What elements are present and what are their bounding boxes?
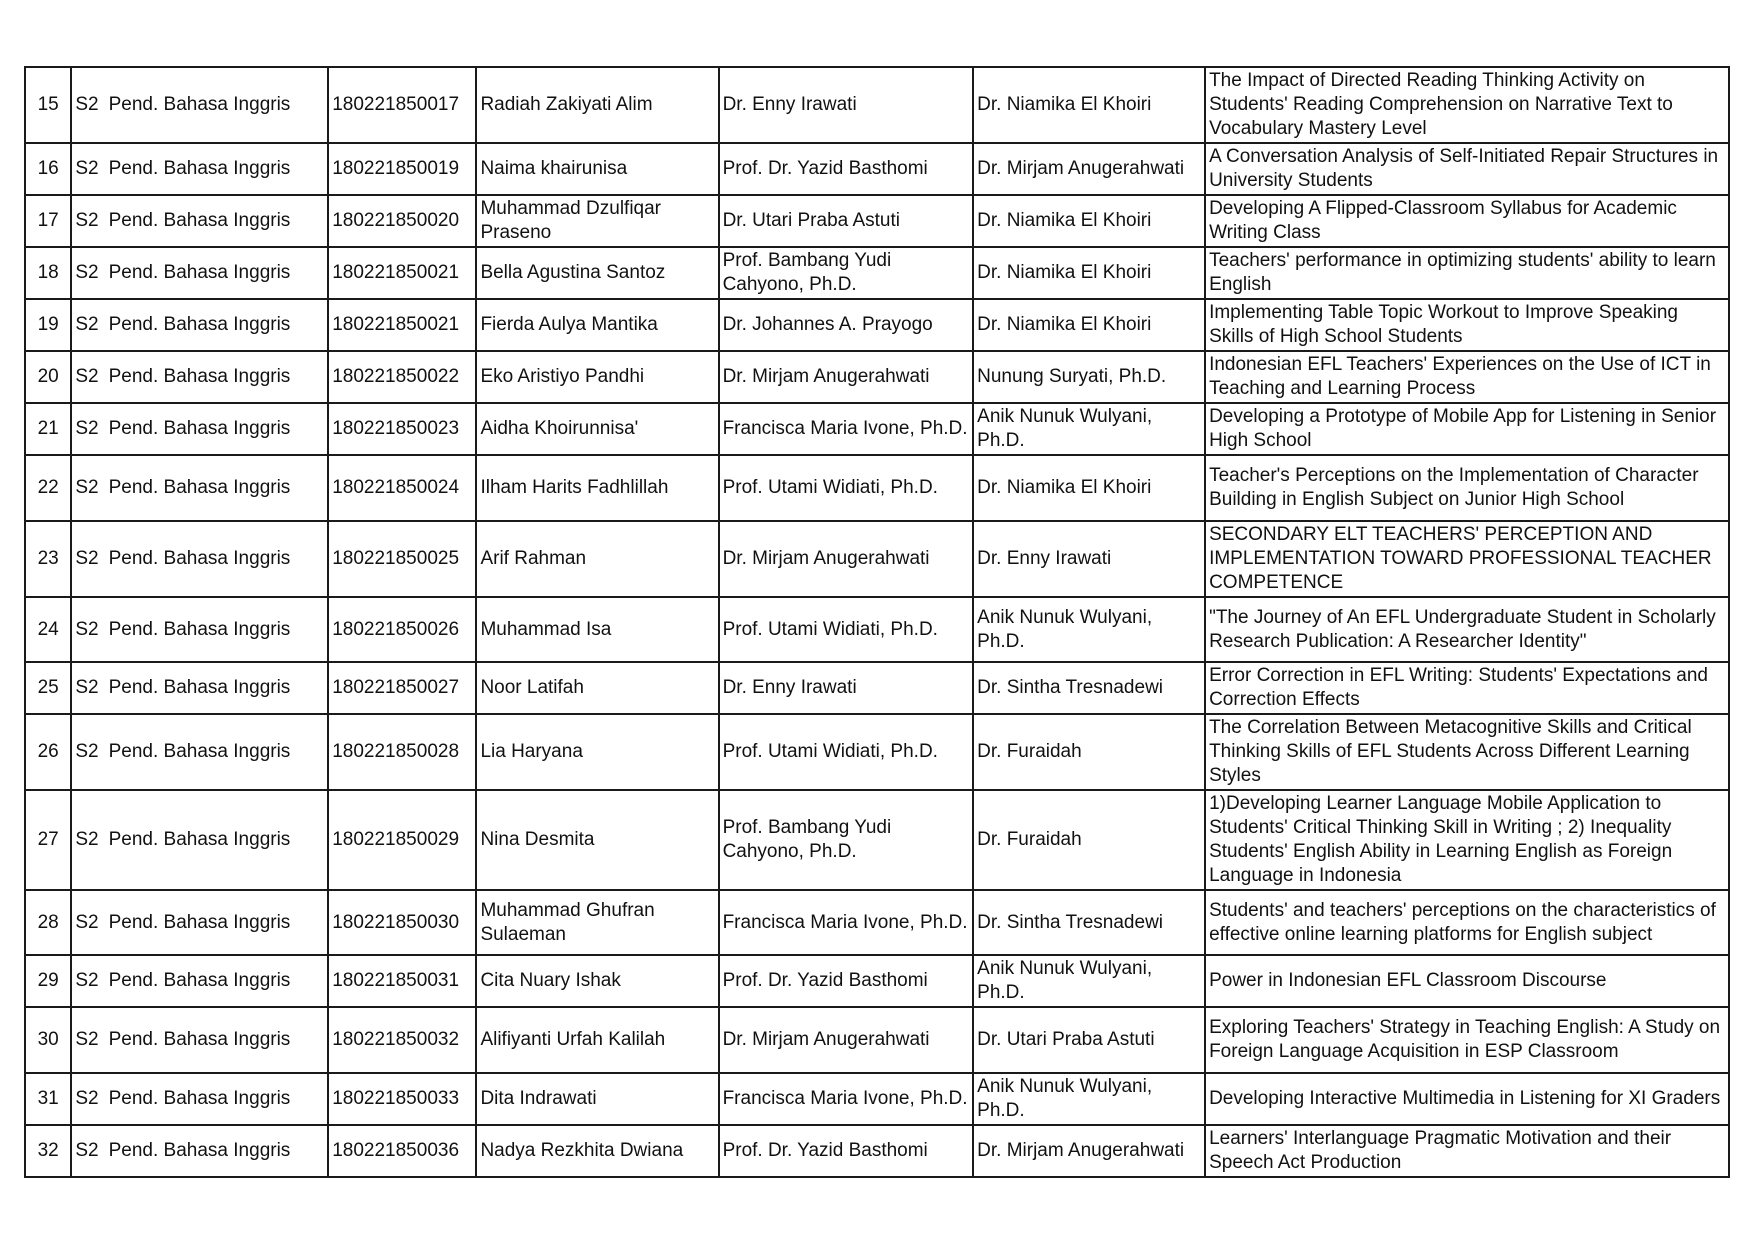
degree-level: S2 [75,970,99,991]
supervisor-2-cell [973,67,1205,143]
student-id-cell [328,890,476,955]
table-body [25,67,1729,1177]
row-number: 29 [37,970,59,991]
student-id: 180221850019 [332,158,460,179]
study-program: Pend. Bahasa Inggris [108,618,291,640]
student-name: Cita Nuary Ishak [480,970,621,991]
thesis-title-cell [1205,195,1729,247]
supervisor-2: Anik Nunuk Wulyani, Ph.D. [977,406,1153,451]
student-id-cell [328,351,476,403]
supervisor-2: Dr. Mirjam Anugerahwati [977,158,1185,179]
student-name: Naima khairunisa [480,158,628,179]
student-name-cell [476,67,718,143]
supervisor-2-cell [973,521,1205,597]
thesis-title-cell [1205,1125,1729,1177]
student-name: Alifiyanti Urfah Kalilah [480,1029,666,1050]
thesis-title: SECONDARY ELT TEACHERS' PERCEPTION AND IMPLEMENTATION TOWARD PROFESSIONAL TEACHER COMPETENCE [1209,524,1712,593]
student-id-cell [328,714,476,790]
thesis-title: The Impact of Directed Reading Thinking Activity on Students' Reading Comprehension on Narrative Text to Vocabulary Mastery Level [1209,70,1673,139]
row-number-cell [25,714,71,790]
study-program: Pend. Bahasa Inggris [108,677,291,698]
row-number-cell [25,195,71,247]
student-name: Muhammad Dzulfiqar Praseno [480,198,662,243]
supervisor-1-cell [719,143,974,195]
student-id: 180221850030 [332,911,460,933]
student-name: Dita Indrawati [480,1088,597,1109]
supervisor-1: Prof. Bambang Yudi Cahyono, Ph.D. [722,817,892,862]
student-id: 180221850028 [332,741,460,762]
supervisor-2-cell [973,143,1205,195]
row-number-cell [25,1125,71,1177]
supervisor-2: Dr. Niamika El Khoiri [977,210,1152,231]
thesis-title: 1)Developing Learner Language Mobile Application to Students' Critical Thinking Skill in Writing ; 2) Inequality Students' English Ability in Learning English as Foreign Language in Indonesia [1209,793,1673,886]
student-id-cell [328,143,476,195]
program-cell [71,790,328,890]
thesis-title-cell [1205,790,1729,890]
degree-level: S2 [75,911,99,933]
student-name-cell [476,299,718,351]
supervisor-1-cell [719,597,974,662]
supervisor-1: Prof. Dr. Yazid Basthomi [722,1140,928,1161]
student-id: 180221850032 [332,1029,460,1050]
supervisor-2-cell [973,790,1205,890]
table-row [25,143,1729,195]
thesis-title: Exploring Teachers' Strategy in Teaching English: A Study on Foreign Language Acquisition in ESP Classroom [1209,1017,1721,1062]
row-number: 31 [37,1088,59,1109]
supervisor-2: Dr. Furaidah [977,829,1082,850]
table-row [25,1125,1729,1177]
supervisor-1: Prof. Utami Widiati, Ph.D. [722,618,938,640]
thesis-title: Students' and teachers' perceptions on the characteristics of effective online learning platforms for English subject [1209,899,1716,945]
supervisor-2: Dr. Sintha Tresnadewi [977,911,1164,933]
student-id: 180221850020 [332,210,460,231]
supervisor-1: Dr. Utari Praba Astuti [722,210,900,231]
student-id-cell [328,955,476,1007]
row-number: 26 [37,741,59,762]
supervisor-1-cell [719,790,974,890]
student-name-cell [476,1125,718,1177]
thesis-title-cell [1205,351,1729,403]
student-name: Bella Agustina Santoz [480,262,666,283]
student-name: Radiah Zakiyati Alim [480,94,653,115]
degree-level: S2 [75,158,99,179]
supervisor-1-cell [719,1007,974,1073]
row-number-cell [25,67,71,143]
student-id-cell [328,662,476,714]
program-cell [71,890,328,955]
supervisor-1: Dr. Mirjam Anugerahwati [722,1029,930,1050]
student-id-cell [328,455,476,521]
supervisor-2: Anik Nunuk Wulyani, Ph.D. [977,606,1153,652]
student-id: 180221850026 [332,618,460,640]
supervisor-1-cell [719,1073,974,1125]
study-program: Pend. Bahasa Inggris [108,829,291,850]
thesis-title: Power in Indonesian EFL Classroom Discourse [1209,970,1607,991]
table-row [25,299,1729,351]
study-program: Pend. Bahasa Inggris [108,210,291,231]
table-row [25,351,1729,403]
supervisor-1-cell [719,714,974,790]
thesis-title: The Correlation Between Metacognitive Skills and Critical Thinking Skills of EFL Students Across Different Learning Styles [1209,717,1692,786]
degree-level: S2 [75,1088,99,1109]
supervisor-1: Dr. Johannes A. Prayogo [722,314,933,335]
supervisor-1-cell [719,662,974,714]
degree-level: S2 [75,829,99,850]
supervisor-2: Nunung Suryati, Ph.D. [977,366,1167,387]
supervisor-1: Dr. Mirjam Anugerahwati [722,366,930,387]
student-name-cell [476,955,718,1007]
student-id-cell [328,521,476,597]
thesis-title: Developing Interactive Multimedia in Listening for XI Graders [1209,1088,1721,1109]
student-name: Arif Rahman [480,548,587,569]
study-program: Pend. Bahasa Inggris [108,970,291,991]
thesis-title: Developing a Prototype of Mobile App for Listening in Senior High School [1209,406,1717,451]
student-name-cell [476,662,718,714]
supervisor-2-cell [973,247,1205,299]
thesis-title-cell [1205,67,1729,143]
supervisor-2: Dr. Niamika El Khoiri [977,477,1152,498]
student-name: Lia Haryana [480,741,583,762]
study-program: Pend. Bahasa Inggris [108,477,291,498]
program-cell [71,143,328,195]
student-name-cell [476,714,718,790]
row-number: 15 [37,94,59,115]
row-number: 19 [37,314,59,335]
student-name-cell [476,195,718,247]
thesis-title-cell [1205,890,1729,955]
supervisor-2: Anik Nunuk Wulyani, Ph.D. [977,1076,1153,1121]
row-number-cell [25,143,71,195]
supervisor-1: Dr. Enny Irawati [722,677,857,698]
degree-level: S2 [75,262,99,283]
row-number-cell [25,455,71,521]
document-page [24,66,1730,1178]
program-cell [71,1007,328,1073]
study-program: Pend. Bahasa Inggris [108,158,291,179]
supervisor-1: Prof. Dr. Yazid Basthomi [722,970,928,991]
row-number: 25 [37,677,59,698]
student-name: Eko Aristiyo Pandhi [480,366,645,387]
table-row [25,890,1729,955]
degree-level: S2 [75,314,99,335]
thesis-title-cell [1205,662,1729,714]
program-cell [71,1125,328,1177]
student-name-cell [476,351,718,403]
study-program: Pend. Bahasa Inggris [108,548,291,569]
program-cell [71,714,328,790]
program-cell [71,67,328,143]
supervisor-1: Prof. Bambang Yudi Cahyono, Ph.D. [722,250,892,295]
thesis-supervision-table [24,66,1730,1178]
thesis-title: Implementing Table Topic Workout to Improve Speaking Skills of High School Students [1209,302,1679,347]
degree-level: S2 [75,1029,99,1050]
student-id: 180221850023 [332,418,460,439]
supervisor-2: Dr. Niamika El Khoiri [977,262,1152,283]
student-id: 180221850024 [332,477,460,498]
student-id: 180221850017 [332,94,460,115]
supervisor-1-cell [719,890,974,955]
student-id-cell [328,195,476,247]
thesis-title-cell [1205,299,1729,351]
supervisor-2: Dr. Enny Irawati [977,548,1112,569]
thesis-title-cell [1205,455,1729,521]
program-cell [71,195,328,247]
student-name-cell [476,403,718,455]
row-number-cell [25,597,71,662]
student-id: 180221850036 [332,1140,460,1161]
thesis-title-cell [1205,521,1729,597]
supervisor-2: Dr. Utari Praba Astuti [977,1029,1155,1050]
student-id-cell [328,1125,476,1177]
row-number-cell [25,299,71,351]
student-id-cell [328,1073,476,1125]
student-name-cell [476,597,718,662]
program-cell [71,247,328,299]
student-name: Ilham Harits Fadhlillah [480,477,669,498]
thesis-title: "The Journey of An EFL Undergraduate Student in Scholarly Research Publication: A Researcher Identity" [1209,606,1716,652]
study-program: Pend. Bahasa Inggris [108,366,291,387]
supervisor-2-cell [973,890,1205,955]
supervisor-1: Dr. Enny Irawati [722,94,857,115]
table-row [25,195,1729,247]
student-id: 180221850021 [332,262,460,283]
row-number-cell [25,1073,71,1125]
row-number-cell [25,790,71,890]
thesis-title-cell [1205,1073,1729,1125]
program-cell [71,662,328,714]
study-program: Pend. Bahasa Inggris [108,1140,291,1161]
study-program: Pend. Bahasa Inggris [108,314,291,335]
study-program: Pend. Bahasa Inggris [108,1088,291,1109]
thesis-title-cell [1205,955,1729,1007]
student-id: 180221850029 [332,829,460,850]
supervisor-1-cell [719,67,974,143]
student-name-cell [476,143,718,195]
degree-level: S2 [75,366,99,387]
student-name-cell [476,890,718,955]
student-name-cell [476,790,718,890]
study-program: Pend. Bahasa Inggris [108,1029,291,1050]
student-name: Nina Desmita [480,829,595,850]
program-cell [71,1073,328,1125]
row-number: 23 [37,548,59,569]
table-row [25,1007,1729,1073]
supervisor-2-cell [973,1073,1205,1125]
row-number: 27 [37,829,59,850]
study-program: Pend. Bahasa Inggris [108,418,291,439]
table-row [25,67,1729,143]
supervisor-2-cell [973,351,1205,403]
table-row [25,247,1729,299]
row-number: 22 [37,477,59,498]
row-number-cell [25,955,71,1007]
row-number-cell [25,890,71,955]
supervisor-1: Francisca Maria Ivone, Ph.D. [722,1088,968,1109]
row-number: 21 [37,418,59,439]
thesis-title-cell [1205,247,1729,299]
table-row [25,955,1729,1007]
degree-level: S2 [75,477,99,498]
student-id: 180221850022 [332,366,460,387]
student-name-cell [476,247,718,299]
student-id-cell [328,67,476,143]
supervisor-1-cell [719,247,974,299]
supervisor-1: Prof. Utami Widiati, Ph.D. [722,477,938,498]
student-name-cell [476,455,718,521]
student-id-cell [328,790,476,890]
student-id-cell [328,299,476,351]
student-id: 180221850021 [332,314,460,335]
student-name: Muhammad Isa [480,618,612,640]
degree-level: S2 [75,618,99,640]
supervisor-1-cell [719,195,974,247]
row-number-cell [25,1007,71,1073]
supervisor-2-cell [973,714,1205,790]
supervisor-1-cell [719,403,974,455]
table-row [25,403,1729,455]
supervisor-2-cell [973,955,1205,1007]
table-row [25,455,1729,521]
table-row [25,714,1729,790]
supervisor-2-cell [973,403,1205,455]
table-row [25,662,1729,714]
table-row [25,521,1729,597]
supervisor-2: Dr. Furaidah [977,741,1082,762]
degree-level: S2 [75,94,99,115]
row-number: 28 [37,911,59,933]
program-cell [71,521,328,597]
supervisor-1: Prof. Dr. Yazid Basthomi [722,158,928,179]
thesis-title: A Conversation Analysis of Self-Initiated Repair Structures in University Students [1209,146,1719,191]
thesis-title: Teacher's Perceptions on the Implementation of Character Building in English Subject on Junior High School [1209,465,1699,510]
student-id-cell [328,597,476,662]
student-id: 180221850027 [332,677,460,698]
supervisor-2: Dr. Niamika El Khoiri [977,314,1152,335]
study-program: Pend. Bahasa Inggris [108,741,291,762]
student-name-cell [476,1073,718,1125]
degree-level: S2 [75,418,99,439]
table-row [25,1073,1729,1125]
program-cell [71,455,328,521]
supervisor-2-cell [973,299,1205,351]
degree-level: S2 [75,677,99,698]
row-number: 17 [37,210,59,231]
thesis-title: Indonesian EFL Teachers' Experiences on the Use of ICT in Teaching and Learning Process [1209,354,1711,399]
table-row [25,597,1729,662]
thesis-title-cell [1205,714,1729,790]
supervisor-2-cell [973,597,1205,662]
supervisor-2: Anik Nunuk Wulyani, Ph.D. [977,958,1153,1003]
table-row [25,790,1729,890]
student-name: Nadya Rezkhita Dwiana [480,1140,684,1161]
thesis-title: Learners' Interlanguage Pragmatic Motivation and their Speech Act Production [1209,1128,1672,1173]
supervisor-1-cell [719,455,974,521]
student-name: Fierda Aulya Mantika [480,314,658,335]
supervisor-2-cell [973,1125,1205,1177]
supervisor-1-cell [719,299,974,351]
student-id-cell [328,247,476,299]
supervisor-1-cell [719,351,974,403]
thesis-title-cell [1205,597,1729,662]
student-id: 180221850033 [332,1088,460,1109]
supervisor-1: Dr. Mirjam Anugerahwati [722,548,930,569]
degree-level: S2 [75,1140,99,1161]
supervisor-2-cell [973,455,1205,521]
student-id: 180221850031 [332,970,460,991]
supervisor-2: Dr. Niamika El Khoiri [977,94,1152,115]
supervisor-2-cell [973,1007,1205,1073]
supervisor-1: Francisca Maria Ivone, Ph.D. [722,911,968,933]
supervisor-2: Dr. Sintha Tresnadewi [977,677,1164,698]
supervisor-2-cell [973,195,1205,247]
supervisor-1-cell [719,955,974,1007]
row-number-cell [25,403,71,455]
study-program: Pend. Bahasa Inggris [108,262,291,283]
row-number-cell [25,662,71,714]
student-id-cell [328,1007,476,1073]
student-name: Aidha Khoirunnisa' [480,418,639,439]
row-number: 32 [37,1140,59,1161]
row-number-cell [25,247,71,299]
program-cell [71,351,328,403]
student-id-cell [328,403,476,455]
supervisor-2: Dr. Mirjam Anugerahwati [977,1140,1185,1161]
study-program: Pend. Bahasa Inggris [108,911,291,933]
row-number-cell [25,521,71,597]
student-name-cell [476,1007,718,1073]
thesis-title: Error Correction in EFL Writing: Students' Expectations and Correction Effects [1209,665,1708,710]
degree-level: S2 [75,548,99,569]
degree-level: S2 [75,210,99,231]
supervisor-2-cell [973,662,1205,714]
row-number-cell [25,351,71,403]
student-name: Muhammad Ghufran Sulaeman [480,899,655,945]
row-number: 24 [37,618,59,640]
row-number: 18 [37,262,59,283]
supervisor-1-cell [719,1125,974,1177]
row-number: 20 [37,366,59,387]
program-cell [71,403,328,455]
student-name: Noor Latifah [480,677,584,698]
thesis-title-cell [1205,143,1729,195]
supervisor-1: Prof. Utami Widiati, Ph.D. [722,741,938,762]
thesis-title: Developing A Flipped-Classroom Syllabus for Academic Writing Class [1209,198,1677,243]
supervisor-1-cell [719,521,974,597]
row-number: 30 [37,1029,59,1050]
program-cell [71,299,328,351]
program-cell [71,955,328,1007]
study-program: Pend. Bahasa Inggris [108,94,291,115]
degree-level: S2 [75,741,99,762]
thesis-title-cell [1205,403,1729,455]
thesis-title: Teachers' performance in optimizing students' ability to learn English [1209,250,1716,295]
student-name-cell [476,521,718,597]
student-id: 180221850025 [332,548,460,569]
supervisor-1: Francisca Maria Ivone, Ph.D. [722,418,968,439]
row-number: 16 [37,158,59,179]
thesis-title-cell [1205,1007,1729,1073]
program-cell [71,597,328,662]
